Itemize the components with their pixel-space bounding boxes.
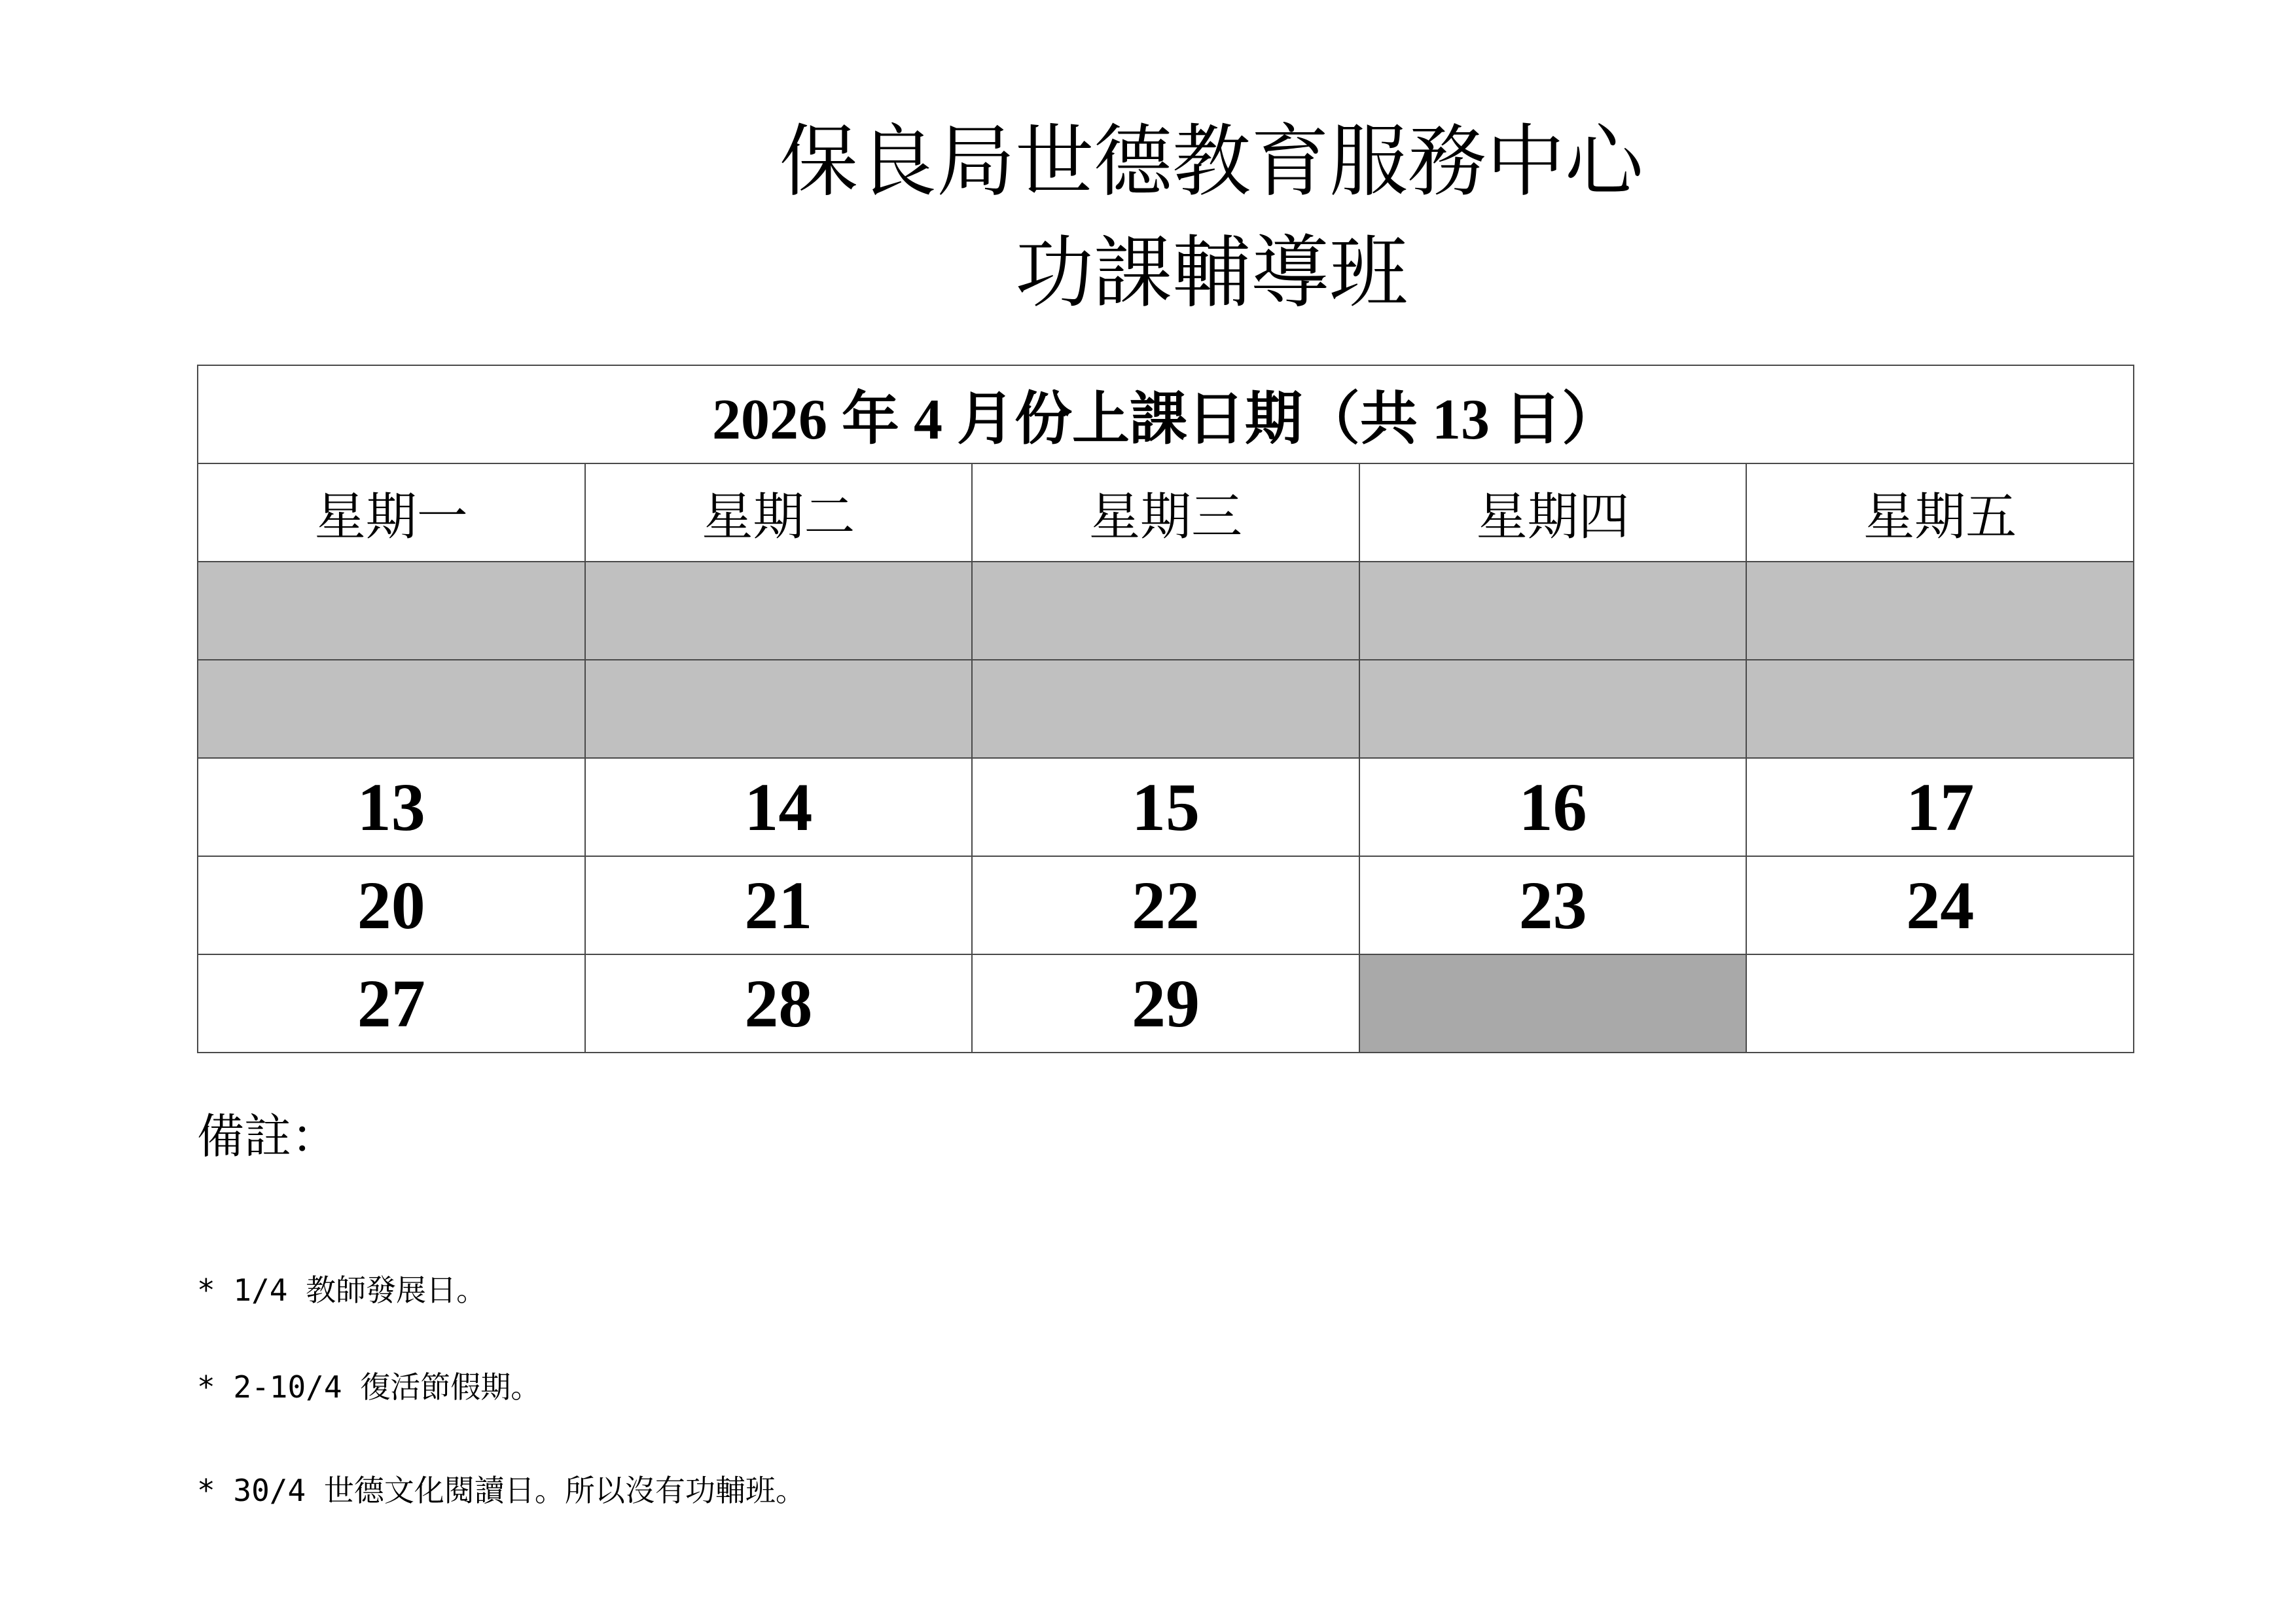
note-item: * 30/4 世德文化閱讀日。所以沒有功輔班。	[197, 1473, 806, 1508]
day-cell	[972, 562, 1359, 660]
day-cell: 27	[198, 954, 585, 1053]
day-cell	[1359, 562, 1747, 660]
day-cell	[1746, 562, 2134, 660]
calendar-table	[197, 365, 2134, 1053]
weekday-header-mon: 星期一	[198, 463, 585, 562]
day-cell: 14	[585, 758, 973, 856]
day-cell	[198, 562, 585, 660]
weekday-header-thu: 星期四	[1359, 463, 1747, 562]
day-cell: 21	[585, 856, 973, 954]
note-item: * 1/4 教師發展日。	[197, 1272, 487, 1308]
day-cell	[1359, 660, 1747, 758]
weekday-header-row	[198, 463, 2134, 562]
weekday-header-tue: 星期二	[585, 463, 973, 562]
page-title: 保良局世德教育服務中心	[780, 117, 1643, 208]
day-cell: 23	[1359, 856, 1747, 954]
weekday-header-wed: 星期三	[972, 463, 1359, 562]
day-cell: 29	[972, 954, 1359, 1053]
day-cell: 20	[198, 856, 585, 954]
week-row	[198, 660, 2134, 758]
day-cell	[585, 660, 973, 758]
note-item: * 2-10/4 復活節假期。	[197, 1369, 541, 1405]
day-cell	[585, 562, 973, 660]
day-cell	[1359, 954, 1747, 1053]
day-cell: 16	[1359, 758, 1747, 856]
day-cell: 15	[972, 758, 1359, 856]
calendar-caption: 2026 年 4 月份上課日期（共 13 日）	[198, 365, 2134, 463]
week-row	[198, 758, 2134, 856]
day-cell: 17	[1746, 758, 2134, 856]
weekday-header-fri: 星期五	[1746, 463, 2134, 562]
day-cell	[198, 660, 585, 758]
notes-list	[197, 1215, 806, 1542]
day-cell	[1746, 660, 2134, 758]
day-cell: 13	[198, 758, 585, 856]
page-subtitle: 功課輔導班	[1015, 228, 1408, 319]
caption-row	[198, 365, 2134, 463]
day-cell	[972, 660, 1359, 758]
day-cell: 22	[972, 856, 1359, 954]
day-cell	[1746, 954, 2134, 1053]
week-row	[198, 954, 2134, 1053]
week-row	[198, 562, 2134, 660]
day-cell: 28	[585, 954, 973, 1053]
week-row	[198, 856, 2134, 954]
day-cell: 24	[1746, 856, 2134, 954]
notes-title: 備註：	[197, 1109, 339, 1164]
